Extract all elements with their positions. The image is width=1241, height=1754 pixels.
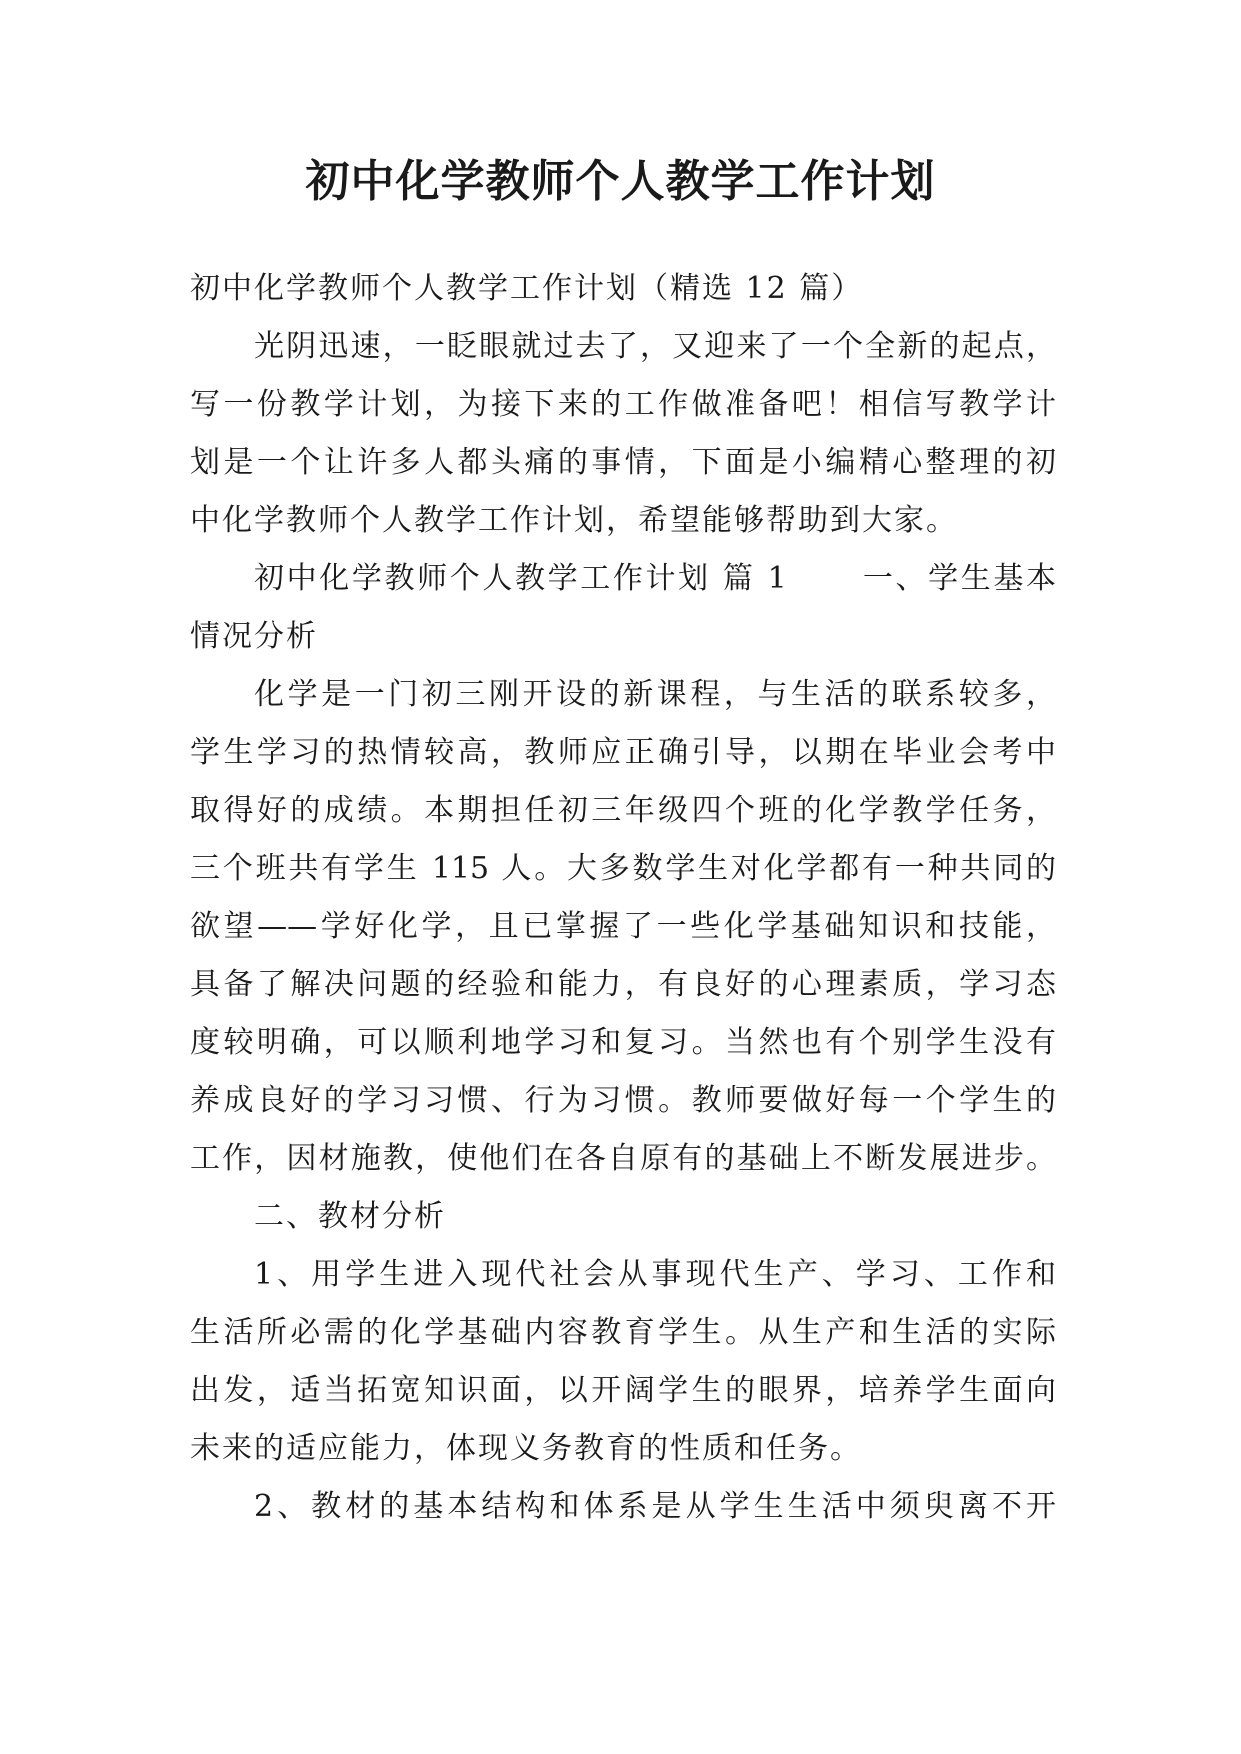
section-heading-line (190, 550, 1056, 608)
subsection-heading: 一、学生基本 (862, 561, 1056, 596)
document-body (190, 260, 1056, 1536)
paragraph-line: 写一份教学计划，为接下来的工作做准备吧！相信写教学计 (190, 387, 1056, 422)
document-title: 初中化学教师个人教学工作计划 (305, 156, 936, 207)
paragraph-line: 具备了解决问题的经验和能力，有良好的心理素质，学习态 (190, 967, 1056, 1002)
paragraph-line: 工作，因材施教，使他们在各自原有的基础上不断发展进步。 (190, 1141, 1056, 1176)
section-heading-line: 二、教材分析 (254, 1199, 446, 1234)
paragraph-line: 光阴迅速，一眨眼就过去了，又迎来了一个全新的起点， (254, 329, 1056, 364)
paragraph-line: 三个班共有学生 115 人。大多数学生对化学都有一种共同的 (190, 851, 1056, 886)
paragraph-line: 未来的适应能力，体现义务教育的性质和任务。 (190, 1431, 862, 1466)
paragraph-line: 1、用学生进入现代社会从事现代生产、学习、工作和 (254, 1257, 1056, 1292)
paragraph-line: 学生学习的热情较高，教师应正确引导，以期在毕业会考中 (190, 735, 1056, 770)
paragraph-line: 欲望——学好化学，且已掌握了一些化学基础知识和技能， (190, 909, 1056, 944)
paragraph-line: 中化学教师个人教学工作计划，希望能够帮助到大家。 (190, 503, 958, 538)
subsection-heading-continued: 情况分析 (190, 619, 318, 654)
paragraph-line: 化学是一门初三刚开设的新课程，与生活的联系较多， (254, 677, 1056, 712)
paragraph-line: 养成良好的学习习惯、行为习惯。教师要做好每一个学生的 (190, 1083, 1056, 1118)
paragraph-line: 划是一个让许多人都头痛的事情，下面是小编精心整理的初 (190, 445, 1056, 480)
paragraph-line: 2、教材的基本结构和体系是从学生生活中须臾离不开 (254, 1489, 1056, 1524)
subtitle-line: 初中化学教师个人教学工作计划（精选 12 篇） (190, 271, 864, 306)
section-heading: 初中化学教师个人教学工作计划 篇 1 (254, 561, 787, 596)
paragraph-line: 生活所必需的化学基础内容教育学生。从生产和生活的实际 (190, 1315, 1056, 1350)
paragraph-line: 度较明确，可以顺利地学习和复习。当然也有个别学生没有 (190, 1025, 1056, 1060)
paragraph-line: 取得好的成绩。本期担任初三年级四个班的化学教学任务， (190, 793, 1056, 828)
paragraph-line: 出发，适当拓宽知识面，以开阔学生的眼界，培养学生面向 (190, 1373, 1056, 1408)
